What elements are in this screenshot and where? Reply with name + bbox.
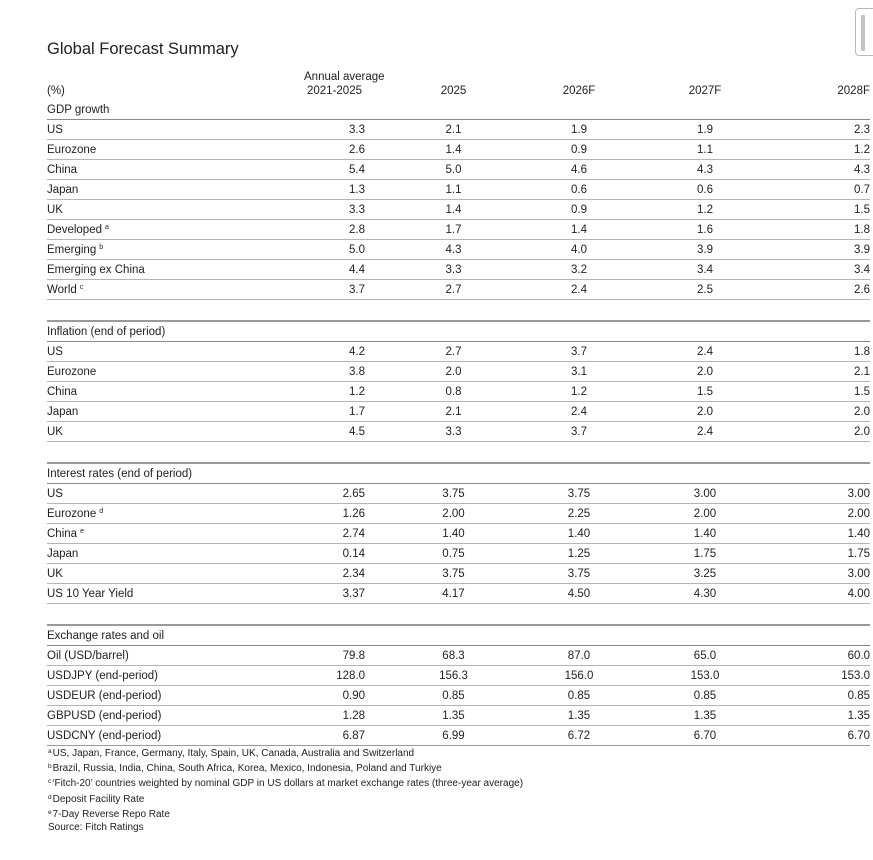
- table-row: [47, 422, 870, 442]
- section-title: Exchange rates and oil: [47, 625, 870, 646]
- cell-2026: 3.7: [490, 422, 616, 442]
- row-label-text: Emerging ex China: [47, 263, 145, 276]
- cell-2026: 1.25: [490, 544, 616, 564]
- cell-2027: 1.9: [616, 120, 742, 140]
- cell-2028: 6.70: [742, 726, 870, 746]
- column-header-2025: 2025: [440, 85, 467, 97]
- cell-2026: 0.9: [490, 140, 616, 160]
- cell-2028: 2.1: [742, 362, 870, 382]
- table-row: [47, 524, 870, 544]
- cell-2028: 4.00: [742, 584, 870, 604]
- cell-2028: 4.3: [742, 160, 870, 180]
- row-label: [47, 504, 244, 524]
- column-header-row: [47, 66, 870, 100]
- cell-2026: 156.0: [490, 666, 616, 686]
- cell-2028: 1.35: [742, 706, 870, 726]
- scrollbar-handle[interactable]: [855, 8, 873, 56]
- column-header-2028: 2028F: [837, 85, 870, 97]
- forecast-table: [47, 66, 870, 746]
- table-row: [47, 160, 870, 180]
- table-row: [47, 402, 870, 422]
- cell-2026: 6.72: [490, 726, 616, 746]
- table-row: [47, 342, 870, 362]
- cell-2028: 3.4: [742, 260, 870, 280]
- cell-2025: 1.4: [365, 200, 490, 220]
- cell-2027: 4.3: [616, 160, 742, 180]
- cell-avg: 1.28: [244, 706, 365, 726]
- cell-2025: 2.7: [365, 342, 490, 362]
- cell-2025: 0.75: [365, 544, 490, 564]
- cell-2026: 3.75: [490, 564, 616, 584]
- cell-2027: 3.00: [616, 484, 742, 504]
- table-row: [47, 666, 870, 686]
- row-label: [47, 402, 244, 422]
- grip-icon: [861, 15, 865, 51]
- row-label: [47, 260, 244, 280]
- cell-2028: 0.85: [742, 686, 870, 706]
- cell-2028: 1.2: [742, 140, 870, 160]
- footnote-text: ‘Fitch-20’ countries weighted by nominal GDP in US dollars at market exchange rates (three-year average): [52, 778, 524, 790]
- source-note: Source: Fitch Ratings: [48, 822, 144, 834]
- cell-2026: 1.4: [490, 220, 616, 240]
- table-row: [47, 240, 870, 260]
- cell-avg: 5.4: [244, 160, 365, 180]
- footnote-marker: a: [104, 223, 109, 231]
- cell-2027: 2.00: [616, 504, 742, 524]
- table-row: [47, 504, 870, 524]
- row-label: [47, 200, 244, 220]
- table-row: [47, 726, 870, 746]
- cell-2026: 0.9: [490, 200, 616, 220]
- cell-2025: 0.85: [365, 686, 490, 706]
- row-label-text: Japan: [47, 183, 79, 196]
- footnote-mark: a: [48, 748, 52, 755]
- cell-avg: 0.90: [244, 686, 365, 706]
- cell-2027: 3.9: [616, 240, 742, 260]
- footnote-marker: c: [79, 283, 84, 291]
- footnote: [48, 745, 523, 760]
- cell-2025: 2.7: [365, 280, 490, 300]
- column-header-2027: 2027F: [688, 85, 722, 97]
- cell-2025: 2.1: [365, 402, 490, 422]
- cell-2025: 1.35: [365, 706, 490, 726]
- footnote-text: Deposit Facility Rate: [52, 793, 145, 805]
- cell-2026: 2.25: [490, 504, 616, 524]
- cell-2027: 1.1: [616, 140, 742, 160]
- row-label: [47, 120, 244, 140]
- cell-2028: 153.0: [742, 666, 870, 686]
- table-row: [47, 200, 870, 220]
- cell-2028: 1.40: [742, 524, 870, 544]
- cell-2028: 2.6: [742, 280, 870, 300]
- table-row: [47, 260, 870, 280]
- row-label-text: USDEUR (end-period): [47, 689, 162, 702]
- cell-2028: 3.9: [742, 240, 870, 260]
- cell-2027: 1.40: [616, 524, 742, 544]
- cell-2025: 2.1: [365, 120, 490, 140]
- cell-avg: 5.0: [244, 240, 365, 260]
- table-title: Global Forecast Summary: [47, 40, 239, 58]
- row-label: [47, 524, 244, 544]
- cell-2026: 1.2: [490, 382, 616, 402]
- cell-2026: 4.50: [490, 584, 616, 604]
- table-row: [47, 706, 870, 726]
- row-label-text: UK: [47, 203, 63, 216]
- cell-avg: 6.87: [244, 726, 365, 746]
- row-label: [47, 726, 244, 746]
- table-row: [47, 120, 870, 140]
- row-label-text: Emerging: [47, 243, 97, 256]
- row-label-text: Developed: [47, 223, 102, 236]
- footnote-marker: e: [80, 527, 84, 535]
- cell-2028: 0.7: [742, 180, 870, 200]
- cell-2027: 6.70: [616, 726, 742, 746]
- row-label-text: USDJPY (end-period): [47, 669, 159, 682]
- section-spacer: [47, 300, 870, 322]
- section-header-fx: [47, 625, 870, 646]
- section-header-gdp: [47, 100, 870, 120]
- cell-2026: 4.0: [490, 240, 616, 260]
- row-label-text: China: [47, 527, 78, 540]
- row-label: [47, 564, 244, 584]
- row-label-text: Japan: [47, 547, 79, 560]
- column-header-average-line1: Annual average: [304, 71, 385, 83]
- cell-2027: 2.5: [616, 280, 742, 300]
- cell-2028: 3.00: [742, 484, 870, 504]
- cell-2027: 153.0: [616, 666, 742, 686]
- cell-2025: 1.40: [365, 524, 490, 544]
- footnotes: [48, 745, 523, 834]
- cell-2025: 1.4: [365, 140, 490, 160]
- column-header-average: [244, 66, 385, 100]
- row-label: [47, 584, 244, 604]
- row-label: [47, 180, 244, 200]
- cell-2027: 1.5: [616, 382, 742, 402]
- row-label-text: Eurozone: [47, 143, 97, 156]
- row-label-text: China: [47, 385, 78, 398]
- cell-avg: 1.7: [244, 402, 365, 422]
- cell-2025: 2.0: [365, 362, 490, 382]
- table-row: [47, 686, 870, 706]
- section-title: GDP growth: [47, 100, 870, 120]
- cell-2028: 1.8: [742, 342, 870, 362]
- section-title: Inflation (end of period): [47, 321, 870, 342]
- cell-2027: 2.4: [616, 342, 742, 362]
- cell-avg: 2.34: [244, 564, 365, 584]
- cell-2026: 2.4: [490, 402, 616, 422]
- cell-avg: 1.2: [244, 382, 365, 402]
- cell-2026: 1.9: [490, 120, 616, 140]
- footnote: [48, 791, 523, 806]
- cell-2025: 5.0: [365, 160, 490, 180]
- cell-2026: 87.0: [490, 646, 616, 666]
- cell-2027: 2.0: [616, 362, 742, 382]
- cell-2026: 3.7: [490, 342, 616, 362]
- row-label: [47, 240, 244, 260]
- cell-2027: 1.75: [616, 544, 742, 564]
- row-label: [47, 666, 244, 686]
- cell-2026: 0.6: [490, 180, 616, 200]
- cell-2026: 1.40: [490, 524, 616, 544]
- cell-2028: 60.0: [742, 646, 870, 666]
- footnote: [48, 760, 523, 775]
- footnote-text: US, Japan, France, Germany, Italy, Spain, UK, Canada, Australia and Switzerland: [52, 748, 415, 759]
- cell-2027: 0.85: [616, 686, 742, 706]
- section-header-rates: [47, 463, 870, 484]
- cell-avg: 2.74: [244, 524, 365, 544]
- footnote: [48, 775, 523, 790]
- row-label: [47, 140, 244, 160]
- cell-2028: 1.75: [742, 544, 870, 564]
- table-row: [47, 484, 870, 504]
- row-label: [47, 706, 244, 726]
- cell-2027: 1.2: [616, 200, 742, 220]
- cell-2027: 1.6: [616, 220, 742, 240]
- table-row: [47, 584, 870, 604]
- cell-2025: 1.1: [365, 180, 490, 200]
- cell-2028: 2.3: [742, 120, 870, 140]
- row-label: [47, 686, 244, 706]
- cell-2028: 2.00: [742, 504, 870, 524]
- cell-2028: 2.0: [742, 422, 870, 442]
- table-row: [47, 382, 870, 402]
- cell-2025: 3.3: [365, 260, 490, 280]
- row-label-text: World: [47, 283, 77, 296]
- cell-2028: 1.5: [742, 200, 870, 220]
- cell-avg: 2.6: [244, 140, 365, 160]
- cell-2025: 2.00: [365, 504, 490, 524]
- cell-avg: 3.7: [244, 280, 365, 300]
- footnote-text: Brazil, Russia, India, China, South Africa, Korea, Mexico, Indonesia, Poland and Turkiye: [52, 763, 442, 775]
- row-label: [47, 646, 244, 666]
- row-label-text: China: [47, 163, 78, 176]
- row-label-text: UK: [47, 425, 63, 438]
- cell-2026: 3.2: [490, 260, 616, 280]
- cell-2025: 3.75: [365, 484, 490, 504]
- cell-avg: 4.5: [244, 422, 365, 442]
- row-label-text: Eurozone: [47, 365, 97, 378]
- cell-2027: 2.4: [616, 422, 742, 442]
- cell-2027: 65.0: [616, 646, 742, 666]
- cell-2025: 0.8: [365, 382, 490, 402]
- table-row: [47, 180, 870, 200]
- cell-2026: 3.1: [490, 362, 616, 382]
- footnote-mark: b: [48, 763, 52, 771]
- cell-avg: 0.14: [244, 544, 365, 564]
- cell-avg: 3.3: [244, 120, 365, 140]
- row-label-text: US: [47, 123, 63, 136]
- footnote-mark: d: [48, 793, 52, 801]
- table-row: [47, 220, 870, 240]
- cell-2027: 4.30: [616, 584, 742, 604]
- cell-2025: 1.7: [365, 220, 490, 240]
- row-label-text: Japan: [47, 405, 79, 418]
- column-header-average-line2: 2021-2025: [307, 85, 362, 97]
- table-row: [47, 646, 870, 666]
- cell-avg: 4.4: [244, 260, 365, 280]
- footnote: [48, 806, 523, 821]
- row-label-text: US: [47, 345, 63, 358]
- cell-avg: 2.65: [244, 484, 365, 504]
- cell-2025: 3.75: [365, 564, 490, 584]
- row-label-text: Eurozone: [47, 507, 97, 520]
- cell-avg: 3.3: [244, 200, 365, 220]
- section-title: Interest rates (end of period): [47, 463, 870, 484]
- footnote-marker: b: [99, 243, 104, 251]
- row-label: [47, 422, 244, 442]
- table-row: [47, 544, 870, 564]
- cell-2027: 0.6: [616, 180, 742, 200]
- cell-2027: 3.25: [616, 564, 742, 584]
- row-label: [47, 382, 244, 402]
- cell-avg: 3.37: [244, 584, 365, 604]
- footnote-mark: e: [48, 808, 52, 816]
- cell-2025: 156.3: [365, 666, 490, 686]
- cell-avg: 2.8: [244, 220, 365, 240]
- cell-2026: 4.6: [490, 160, 616, 180]
- cell-2028: 3.00: [742, 564, 870, 584]
- row-label: [47, 220, 244, 240]
- cell-2028: 1.5: [742, 382, 870, 402]
- cell-2026: 2.4: [490, 280, 616, 300]
- row-label: [47, 484, 244, 504]
- cell-2028: 1.8: [742, 220, 870, 240]
- cell-2027: 1.35: [616, 706, 742, 726]
- unit-label: (%): [47, 85, 65, 97]
- cell-2025: 6.99: [365, 726, 490, 746]
- row-label-text: UK: [47, 567, 63, 580]
- cell-2026: 3.75: [490, 484, 616, 504]
- cell-2026: 1.35: [490, 706, 616, 726]
- column-header-2026: 2026F: [562, 85, 596, 97]
- cell-2027: 3.4: [616, 260, 742, 280]
- cell-2028: 2.0: [742, 402, 870, 422]
- cell-2026: 0.85: [490, 686, 616, 706]
- cell-2025: 3.3: [365, 422, 490, 442]
- cell-avg: 1.26: [244, 504, 365, 524]
- row-label-text: GBPUSD (end-period): [47, 709, 162, 722]
- section-header-inflation: [47, 321, 870, 342]
- cell-2027: 2.0: [616, 402, 742, 422]
- cell-avg: 128.0: [244, 666, 365, 686]
- row-label-text: US: [47, 487, 63, 500]
- row-label: [47, 544, 244, 564]
- row-label-text: Oil (USD/barrel): [47, 649, 129, 662]
- row-label-text: US 10 Year Yield: [47, 587, 134, 600]
- section-spacer: [47, 604, 870, 626]
- table-row: [47, 362, 870, 382]
- footnote-mark: c: [48, 778, 52, 786]
- section-spacer: [47, 442, 870, 464]
- table-row: [47, 140, 870, 160]
- cell-avg: 1.3: [244, 180, 365, 200]
- row-label: [47, 342, 244, 362]
- cell-2025: 68.3: [365, 646, 490, 666]
- table-row: [47, 564, 870, 584]
- cell-2025: 4.17: [365, 584, 490, 604]
- footnote-text: 7-Day Reverse Repo Rate: [52, 808, 170, 820]
- row-label: [47, 362, 244, 382]
- row-label: [47, 160, 244, 180]
- cell-avg: 4.2: [244, 342, 365, 362]
- row-label: [47, 280, 244, 300]
- table-row: [47, 280, 870, 300]
- row-label-text: USDCNY (end-period): [47, 729, 162, 742]
- footnote-marker: d: [99, 507, 104, 515]
- cell-avg: 79.8: [244, 646, 365, 666]
- cell-avg: 3.8: [244, 362, 365, 382]
- cell-2025: 4.3: [365, 240, 490, 260]
